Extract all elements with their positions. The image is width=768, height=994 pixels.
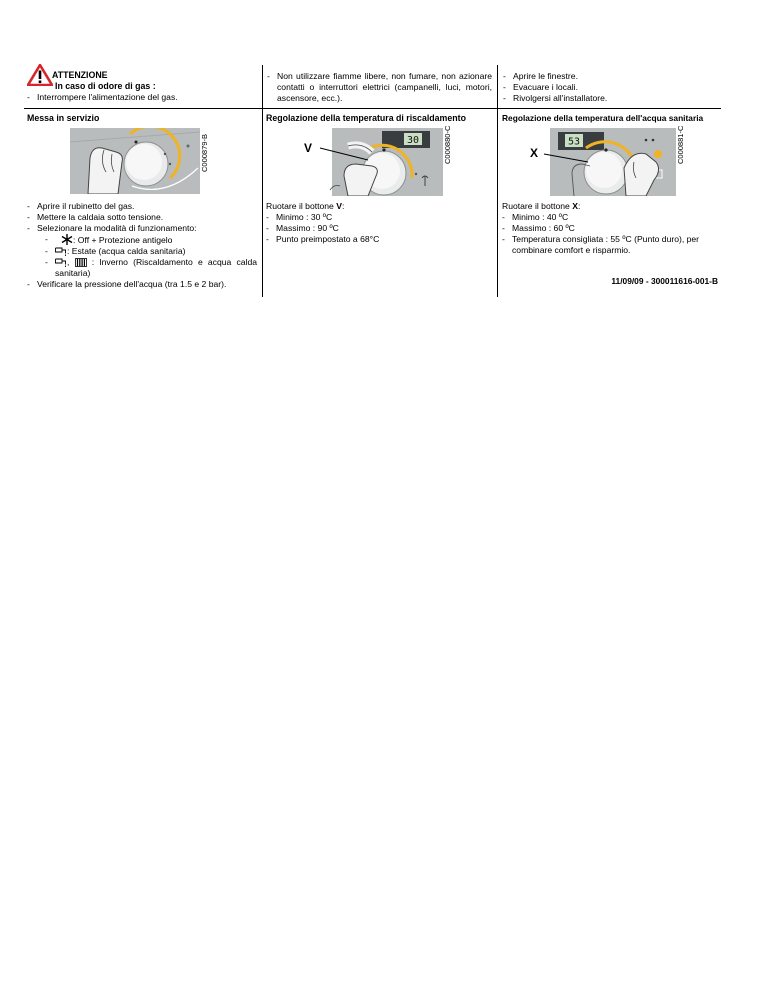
dhw-display-value: 53 [567,136,581,148]
snowflake-icon [61,234,73,245]
intro-colon: : [577,201,581,211]
section-separator [24,108,721,109]
section3-body [502,201,718,256]
section3-heading: Regolazione della temperatura dell'acqua sanitaria [502,113,704,123]
figure-start-panel [70,128,200,194]
mode-item-off [27,234,257,246]
tap-icon [55,258,67,267]
list-item: - Aprire il rubinetto del gas. [27,201,257,212]
button-v-label: V [336,201,342,211]
section2-list [266,212,492,245]
section3-intro [502,201,718,212]
tap-icon [55,247,67,256]
list-item: - Minimo : 30 ºC [266,212,492,223]
list-item: - Temperatura consigliata : 55 ºC (Punto duro), per combinare comfort e risparmio. [502,234,718,256]
warning-subtitle: In caso di odore di gas : [55,81,156,91]
column-divider-right [497,65,498,297]
mode-label-summer: : Estate (acqua calda sanitaria) [67,246,186,256]
warning-col2 [267,71,492,104]
section2-intro [266,201,492,212]
button-x-label: X [572,201,578,211]
mode-item-winter: - , : Inverno (Riscaldamento e acqua calda sanitaria) [27,257,257,279]
warning-list [27,92,257,103]
section1-list [27,201,257,234]
figure1-code: C000879-B [200,134,209,172]
list-item: - Interrompere l'alimentazione del gas. [27,92,257,103]
mode-list [27,234,257,279]
list-item: - Mettere la caldaia sotto tensione. [27,212,257,223]
list-item: - Non utilizzare fiamme libere, non fumare, non azionare contatti o interruttori elettrici (campanelli, luci, motori, ascensore, ecc.). [267,71,492,104]
figure-dhw-panel [528,128,676,196]
list-item: - Massimo : 60 ºC [502,223,718,234]
warning-list-3 [503,71,718,104]
list-item: - Minimo : 40 ºC [502,212,718,223]
warning-title: ATTENZIONE [52,70,108,80]
section1-heading: Messa in servizio [27,113,100,123]
panel-dial-illustration [70,128,200,194]
list-item: - Punto preimpostato a 68°C [266,234,492,245]
list-item: - Selezionare la modalità di funzionamento: [27,223,257,234]
list-item: - Evacuare i locali. [503,82,718,93]
warning-col3 [503,71,718,104]
heating-display-value: 30 [406,135,420,146]
section1-list-end [27,279,257,290]
intro-text: Ruotare il bottone [502,201,573,211]
warning-triangle-icon [27,64,53,86]
intro-colon: : [341,201,345,211]
document-reference: 11/09/09 - 300011616-001-B [611,276,718,286]
section1-body [27,201,257,290]
heating-callout-v: V [304,141,313,155]
section2-heading: Regolazione della temperatura di riscaldamento [266,113,466,123]
list-item: - Massimo : 90 ºC [266,223,492,234]
figure-heating-panel [300,128,443,196]
section2-body [266,201,492,245]
dhw-dial-illustration [528,128,676,196]
mode-label-winter: : Inverno (Riscaldamento e acqua calda sanitaria) [55,257,258,278]
figure2-code: C000880-C [443,125,452,164]
warning-list-2 [267,71,492,104]
figure3-code: C000881-C [676,125,685,164]
mode-label-off: : Off + Protezione antigelo [73,235,173,245]
column-divider-left [262,65,263,297]
dhw-callout-x: X [530,146,539,160]
list-item: - Aprire le finestre. [503,71,718,82]
section3-list [502,212,718,256]
radiator-icon [75,258,87,267]
list-item: - Verificare la pressione dell'acqua (tra 1.5 e 2 bar). [27,279,257,290]
intro-text: Ruotare il bottone [266,201,337,211]
mode-item-summer [27,246,257,257]
heating-dial-illustration [300,128,443,196]
list-item: - Rivolgersi all'installatore. [503,93,718,104]
